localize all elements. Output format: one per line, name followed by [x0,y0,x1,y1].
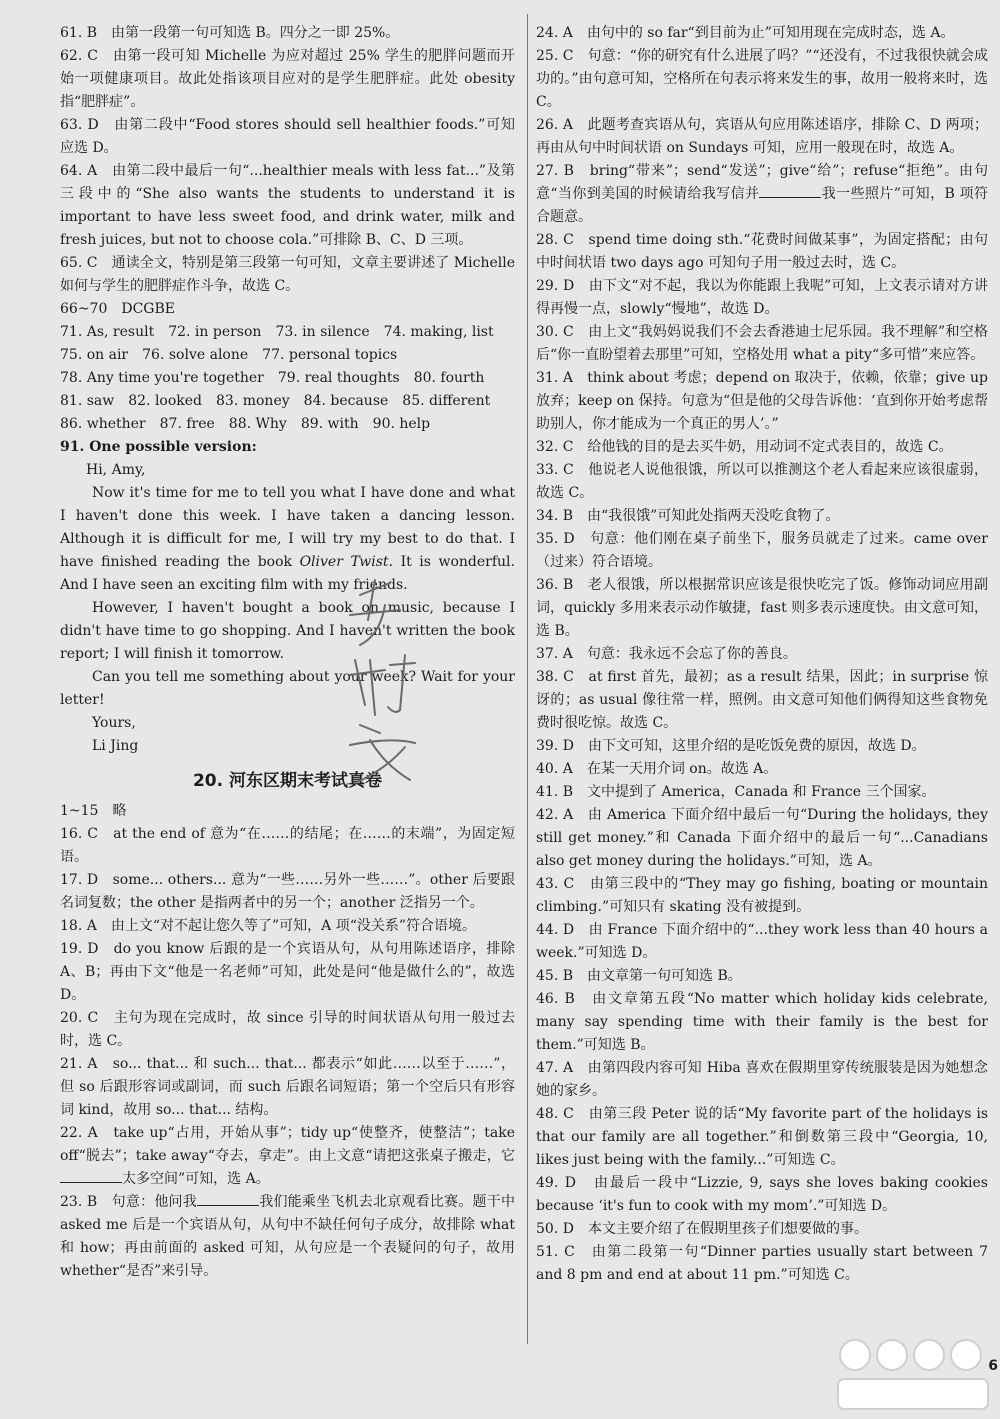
answer-item: 25. C 句意：“你的研究有什么进展了吗？”“还没有，不过我很快就会成功的。”由句意可知，空格所在句表示将来发生的事，故用一般将来时，选 C。 [536,48,988,110]
answer-item: 22. A take up“占用，开始从事”；tidy up“使整齐，使整洁”；take off“脱去”；take away“夺去，拿走”。由上文意“请把这张桌子搬走，它太多空间”可知，选 A。 [60,1125,515,1187]
blank-line [60,1168,122,1183]
watermark-logo [820,1335,1000,1415]
column-divider [527,14,528,1344]
left-items-b [60,800,515,1122]
answer-item: 44. D 由 France 下面介绍中的“...they work less than 40 hours a week.”可知选 D。 [536,922,988,961]
letter-greeting: Hi, Amy, [86,462,146,478]
answer-item: 45. B 由文章第一句可知选 B。 [536,968,742,984]
sample-letter [60,459,515,758]
answer-item: 46. B 由文章第五段“No matter which holiday kids celebrate, many say spending time with their family is the best for them.”可知选 B。 [536,991,988,1053]
answer-row [60,413,515,436]
letter-signature: Li Jing [92,738,139,754]
answer-item: 31. A think about 考虑；depend on 取决于，依赖，依靠；give up 放弃；keep on 保持。句意为“但是他的父母告诉他：‘直到你开始考虑帮助别人，你才能成为一个真正的男人’。” [536,370,988,432]
answer-item: 42. A 由 America 下面介绍中最后一句“During the holidays, they still get money.”和 Canada 下面介绍中的最后一句“...Canadians also get money during the holidays.”可知，选 A。 [536,807,988,869]
answer-cell: 76. solve alone [142,347,249,363]
answer-item: 64. A 由第二段中最后一句“...healthier meals with less fat...”及第三段中的“She also wants the students to understand it is important to have less sweet food, and drink water, milk and fresh juices, but not to choose cola.”可排除 B、C、D 三项。 [60,163,515,248]
answer-cell: 71. As, result [60,324,155,340]
answer-item: 1~15 略 [60,803,127,819]
answer-cell: 89. with [300,416,359,432]
answer-item: 34. B 由“我很饿”可知此处指两天没吃食物了。 [536,508,840,524]
answer-row [60,390,515,413]
answer-item: 36. B 老人很饿，所以根据常识应该是很快吃完了饭。修饰动词应用副词，quickly 多用来表示动作敏捷，fast 则多表示速度快。由文意可知，选 B。 [536,577,988,639]
fill-in-answers [60,321,515,436]
answer-item: 21. A so... that... 和 such... that... 都表示“如此……以至于……”，但 so 后跟形容词或副词，而 such 后跟名词短语；第一个空后只有形容词 kind，故用 so... that... 结构。 [60,1056,515,1118]
answer-item: 61. B 由第一段第一句可知选 B。四分之一即 25%。 [60,25,400,41]
letter-paragraph-2: However, I haven't bought a book on music, because I didn't have time to go shopping. And I haven't written the book report; I will finish it tomorrow. [60,600,515,662]
answer-item: 18. A 由上文“对不起让您久等了”可知，A 项“没关系”符合语境。 [60,918,477,934]
answer-item: 29. D 由下文“对不起，我以为你能跟上我呢”可知，上文表示请对方讲得再慢一点，slowly“慢地”，故选 D。 [536,278,988,317]
answer-item: 30. C 由上文“我妈妈说我们不会去香港迪士尼乐园。我不理解”和空格后“你一直盼望着去那里”可知，空格处用 what a pity“多可惜”来应答。 [536,324,988,363]
blank-line [759,183,821,198]
answer-item: 40. A 在某一天用介词 on。故选 A。 [536,761,778,777]
answer-item: 37. A 句意：我永远不会忘了你的善良。 [536,646,797,662]
answer-cell: 83. money [216,393,290,409]
answer-item: 19. D do you know 后跟的是一个宾语从句，从句用陈述语序，排除 A、B；再由下文“他是一名老师”可知，此处是问“他是做什么的”，故选 D。 [60,941,515,1003]
handwritten-stamp [330,575,440,795]
answer-cell: 82. looked [128,393,203,409]
answer-row [60,344,515,367]
answer-item: 43. C 由第三段中的“They may go fishing, boating or mountain climbing.”可知只有 skating 没有被提到。 [536,876,988,915]
answer-cell: 90. help [372,416,431,432]
answer-cell: 86. whether [60,416,146,432]
right-items-b [536,229,988,1287]
answer-item: 23. B 句意：他问我 我们能乘坐飞机去北京观看比赛。题干中 asked me 后是一个宾语从句，从句中不缺任何句子成分，故排除 what 和 how；再由前面的 asked 可知，从句应是一个表疑问的句子，故用 whether“是否”来引导。 [60,1191,515,1283]
answer-cell: 85. different [402,393,491,409]
answer-item: 41. B 文中提到了 America，Canada 和 France 三个国家。 [536,784,936,800]
answer-cell: 77. personal topics [262,347,398,363]
answer-cell: 81. saw [60,393,115,409]
answer-item: 62. C 由第一段可知 Michelle 为应对超过 25% 学生的肥胖问题而开始一项健康项目。故此处指该项目应对的是学生肥胖症。此处 obesity 指“肥胖症”。 [60,48,515,110]
left-items-a [60,22,515,321]
answer-row [60,367,515,390]
answer-cell: 84. because [303,393,389,409]
answer-cell: 74. making, list [383,324,494,340]
answer-item: 20. C 主句为现在完成时，故 since 引导的时间状语从句用一般过去时，选 C。 [60,1010,515,1049]
answer-cell: 80. fourth [413,370,485,386]
answer-item: 63. D 由第二段中“Food stores should sell healthier foods.”可知应选 D。 [60,117,515,156]
answer-item: 65. C 通读全文，特别是第三段第一句可知，文章主要讲述了 Michelle 如何与学生的肥胖症作斗争，故选 C。 [60,255,515,294]
answer-row [60,321,515,344]
right-column [536,22,988,1287]
answer-cell: 72. in person [168,324,262,340]
answer-item: 27. B bring“带来”；send“发送”；give“给”；refuse“拒绝”。由句意“当你到美国的时候请给我写信并 我一些照片”可知，B 项符合题意。 [536,163,988,225]
letter-paragraph-1: Now it's time for me to tell you what I have done and what I haven't done this week. I have taken a dancing lesson. Although it is difficult for me, I will try my best to do that. I have finished reading the book Oliver Twist. It is wonderful. And I have seen an exciting film with my friends. [60,485,515,593]
answer-item: 38. C at first 首先，最初；as a result 结果，因此；in surprise 惊讶的；as usual 像往常一样，照例。由文意可知他们俩得知这些食物免费时很吃惊。故选 C。 [536,669,988,731]
answer-cell: 75. on air [60,347,129,363]
answer-item: 49. D 由最后一段中“Lizzie, 9, says she loves baking cookies because ‘it's fun to cook with my mom’.”可知选 D。 [536,1175,988,1214]
answer-cell: 87. free [159,416,215,432]
essay-heading: 91. One possible version: [60,439,257,455]
answer-cell: 73. in silence [275,324,370,340]
answer-item: 47. A 由第四段内容可知 Hiba 喜欢在假期里穿传统服装是因为她想念她的家乡。 [536,1060,988,1099]
answer-cell: 79. real thoughts [277,370,400,386]
letter-paragraph-3: Can you tell me something about your week? Wait for your letter! [60,669,515,708]
answer-item: 17. D some... others... 意为“一些……另外一些……”。other 后要跟名词复数；the other 是指两者中的另一个；another 泛指另一个。 [60,872,515,911]
answer-item: 28. C spend time doing sth.“花费时间做某事”，为固定搭配；由句中时间状语 two days ago 可知句子用一般过去时，选 C。 [536,232,988,271]
answer-item: 26. A 此题考查宾语从句，宾语从句应用陈述语序，排除 C、D 两项；再由从句中时间状语 on Sundays 可知，应用一般现在时，故选 A。 [536,117,988,156]
answer-item: 51. C 由第二段第一句“Dinner parties usually start between 7 and 8 pm and end at about 11 pm.”可知选 C。 [536,1244,988,1283]
answer-item: 16. C at the end of 意为“在……的结尾；在……的末端”，为固定短语。 [60,826,515,865]
answer-item: 48. C 由第三段 Peter 说的话“My favorite part of the holidays is that our family are all together.”和倒数第三段中“Georgia, 10, likes just being with the family...”可知选 C。 [536,1106,988,1168]
answer-item: 32. C 给他钱的目的是去买牛奶，用动词不定式表目的，故选 C。 [536,439,953,455]
answer-item: 50. D 本文主要介绍了在假期里孩子们想要做的事。 [536,1221,868,1237]
right-items-a [536,22,988,160]
blank-line [197,1191,259,1206]
left-column [60,22,515,1283]
answer-item: 33. C 他说老人说他很饿，所以可以推测这个老人看起来应该很虚弱，故选 C。 [536,462,988,501]
answer-cell: 88. Why [228,416,287,432]
answer-item: 66~70 DCGBE [60,301,175,317]
section-title: 20. 河东区期末考试真卷 [192,771,383,791]
page-number: 6 [988,1358,998,1374]
answer-item: 35. D 句意：他们刚在桌子前坐下，服务员就走了过来。came over（过来）符合语境。 [536,531,988,570]
answer-item: 24. A 由句中的 so far“到目前为止”可知用现在完成时态，选 A。 [536,25,955,41]
answer-cell: 78. Any time you're together [60,370,264,386]
letter-closing: Yours, [92,715,136,731]
answer-item: 39. D 由下文可知，这里介绍的是吃饭免费的原因，故选 D。 [536,738,926,754]
